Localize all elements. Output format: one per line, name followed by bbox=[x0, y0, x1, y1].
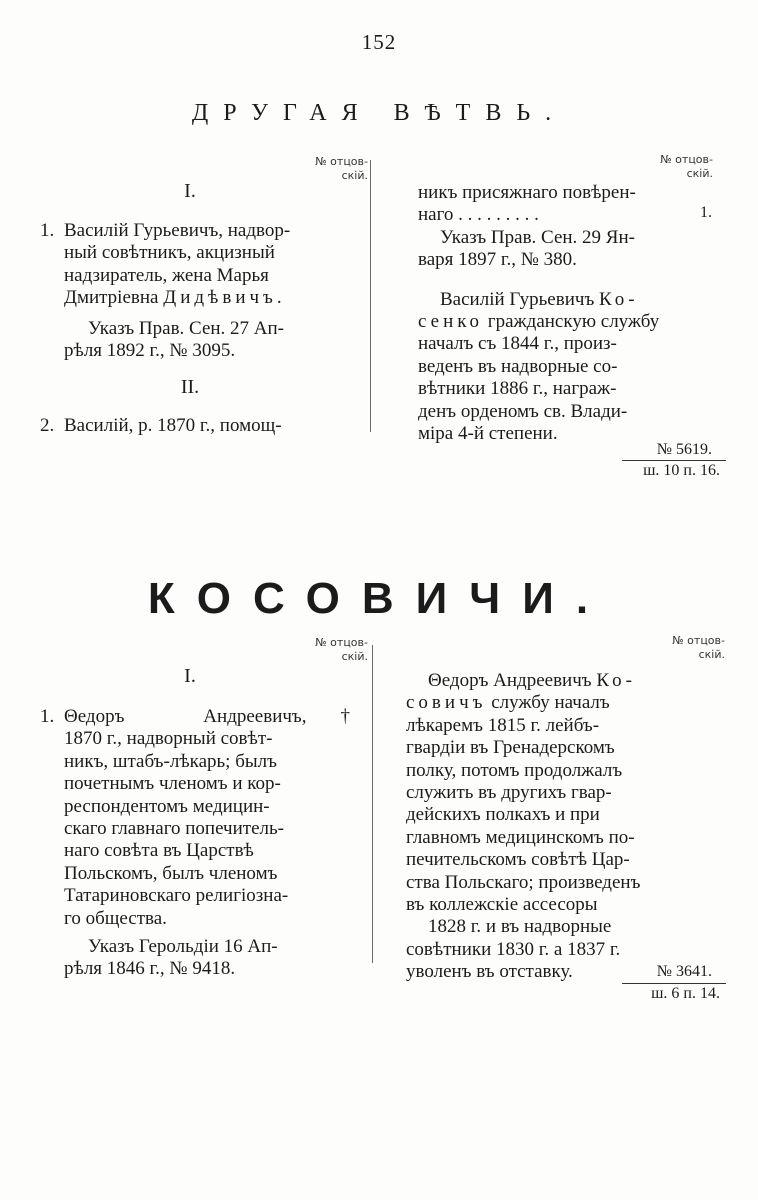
bio-line: служить въ другихъ гвар- bbox=[406, 782, 612, 804]
branch-heading: ДРУГАЯ ВѢТВЬ. bbox=[191, 100, 567, 126]
col-note-line: скій. bbox=[341, 650, 368, 663]
family-heading: КОСОВИЧИ. bbox=[147, 574, 611, 623]
bio-name: Θедоръ Андреевичъ bbox=[428, 670, 597, 691]
entry-line: Василій Гурьевичъ, надвор- bbox=[64, 220, 291, 241]
bio-line: печительскомъ совѣтѣ Цар- bbox=[406, 849, 630, 871]
wife-surname: Дидѣвичъ. bbox=[163, 287, 286, 309]
bio-line: полку, потомъ продолжалъ bbox=[406, 759, 623, 781]
right-column-s2 bbox=[406, 670, 716, 984]
col-note-line: скій. bbox=[698, 648, 725, 661]
col-note-line: № отцов- bbox=[660, 153, 713, 166]
bio-line: вѣтники 1886 г., награж- bbox=[418, 378, 617, 400]
generation-roman-1: I. bbox=[184, 180, 196, 202]
bio-line: веденъ въ надворные со- bbox=[418, 355, 618, 377]
bio-surname-rest: сенко bbox=[418, 311, 484, 333]
entry-line: наго совѣта въ Царствѣ bbox=[64, 840, 254, 862]
folio-reference: ш. 6 п. 14. bbox=[651, 985, 720, 1002]
entry-1-section1 bbox=[40, 220, 350, 362]
bio-line: совѣтники 1830 г. а 1837 г. bbox=[406, 938, 621, 960]
entry-number: 1. bbox=[40, 220, 55, 241]
bio-line: уволенъ въ отставку. bbox=[406, 961, 573, 983]
decree-line: Указъ Герольдіи 16 Ап- bbox=[88, 936, 278, 958]
bio-line: 1828 г. и въ надворные bbox=[428, 916, 612, 938]
folio-reference: ш. 10 п. 16. bbox=[643, 462, 720, 479]
folio-rule bbox=[622, 460, 726, 461]
decree-line: Указъ Прав. Сен. 27 Ап- bbox=[88, 317, 285, 339]
dagger-icon: † bbox=[340, 706, 350, 727]
right-column-s1 bbox=[418, 182, 718, 445]
cross-ref-number: 1. bbox=[700, 204, 712, 221]
bio-line: дейскихъ полкахъ и при bbox=[406, 804, 600, 826]
entry-1-section2 bbox=[40, 706, 350, 981]
entry-line: Татариновскаго религіозна- bbox=[64, 885, 289, 907]
record-number: № 5619. bbox=[656, 441, 712, 458]
bio-line: міра 4-й степени. bbox=[418, 423, 558, 445]
entry-line: скаго главнаго попечитель- bbox=[64, 818, 284, 840]
bio-line: гражданскую службу bbox=[483, 311, 660, 333]
bio-line: въ коллежскіе ассесоры bbox=[406, 894, 598, 916]
bio-line: лѣкаремъ 1815 г. лейбъ- bbox=[406, 714, 600, 736]
entry-line: ный совѣтникъ, акцизный bbox=[64, 242, 275, 264]
cont-line: наго . . . . . . . . . bbox=[418, 204, 539, 226]
entry-line: почетнымъ членомъ и кор- bbox=[64, 773, 281, 795]
col-note-right-s1 bbox=[643, 153, 713, 181]
bio-line: гвардіи въ Гренадерскомъ bbox=[406, 737, 615, 759]
entry-2-section1 bbox=[40, 415, 350, 437]
bio-line: ства Польскаго; произведенъ bbox=[406, 871, 641, 893]
col-note-left-s1 bbox=[300, 155, 368, 183]
entry-number: 1. bbox=[40, 706, 55, 727]
bio-name: Василій Гурьевичъ bbox=[440, 288, 600, 310]
col-note-line: № отцов- bbox=[315, 636, 368, 649]
entry-line: Польскомъ, былъ членомъ bbox=[64, 862, 278, 884]
bio-surname-rest: совичъ bbox=[406, 692, 487, 714]
bio-surname: Ко- bbox=[599, 288, 639, 310]
bio-line: началъ съ 1844 г., произ- bbox=[418, 333, 617, 355]
col-note-right-s2 bbox=[643, 634, 725, 662]
generation-roman-1: I. bbox=[184, 665, 196, 687]
bio-line: главномъ медицинскомъ по- bbox=[406, 826, 635, 848]
col-note-line: скій. bbox=[686, 167, 713, 180]
decree-line: Указъ Прав. Сен. 29 Ян- bbox=[440, 226, 635, 248]
decree-line: варя 1897 г., № 380. bbox=[418, 249, 577, 271]
record-number: № 3641. bbox=[656, 963, 712, 980]
entry-line: надзиратель, жена Марья bbox=[64, 264, 269, 286]
column-divider-s1 bbox=[370, 160, 371, 432]
entry-number: 2. bbox=[40, 415, 55, 436]
generation-roman-2: II. bbox=[180, 376, 200, 398]
bio-surname: Ко- bbox=[596, 670, 636, 691]
folio-rule bbox=[622, 983, 726, 984]
entry-line: Василій, р. 1870 г., помощ- bbox=[64, 415, 282, 436]
wife-name: Дмитріевна bbox=[64, 287, 164, 309]
col-note-left-s2 bbox=[300, 636, 368, 664]
bio-line: службу началъ bbox=[486, 692, 610, 714]
entry-line: го общества. bbox=[64, 907, 167, 929]
entry-line: 1870 г., надворный совѣт- bbox=[64, 728, 273, 750]
decree-line: рѣля 1892 г., № 3095. bbox=[64, 340, 236, 362]
col-note-line: скій. bbox=[341, 169, 368, 182]
entry-line: Θедоръ Андреевичъ, bbox=[64, 706, 307, 727]
entry-line: никъ, штабъ-лѣкарь; былъ bbox=[64, 750, 277, 772]
decree-line: рѣля 1846 г., № 9418. bbox=[64, 958, 236, 980]
bio-line: денъ орденомъ св. Влади- bbox=[418, 400, 628, 422]
page-number: 152 bbox=[361, 30, 397, 54]
col-note-line: № отцов- bbox=[315, 155, 368, 168]
column-divider-s2 bbox=[372, 645, 373, 963]
entry-line: респондентомъ медицин- bbox=[64, 795, 270, 817]
col-note-line: № отцов- bbox=[672, 634, 725, 647]
cont-line: никъ присяжнаго повѣрен- bbox=[418, 182, 636, 203]
